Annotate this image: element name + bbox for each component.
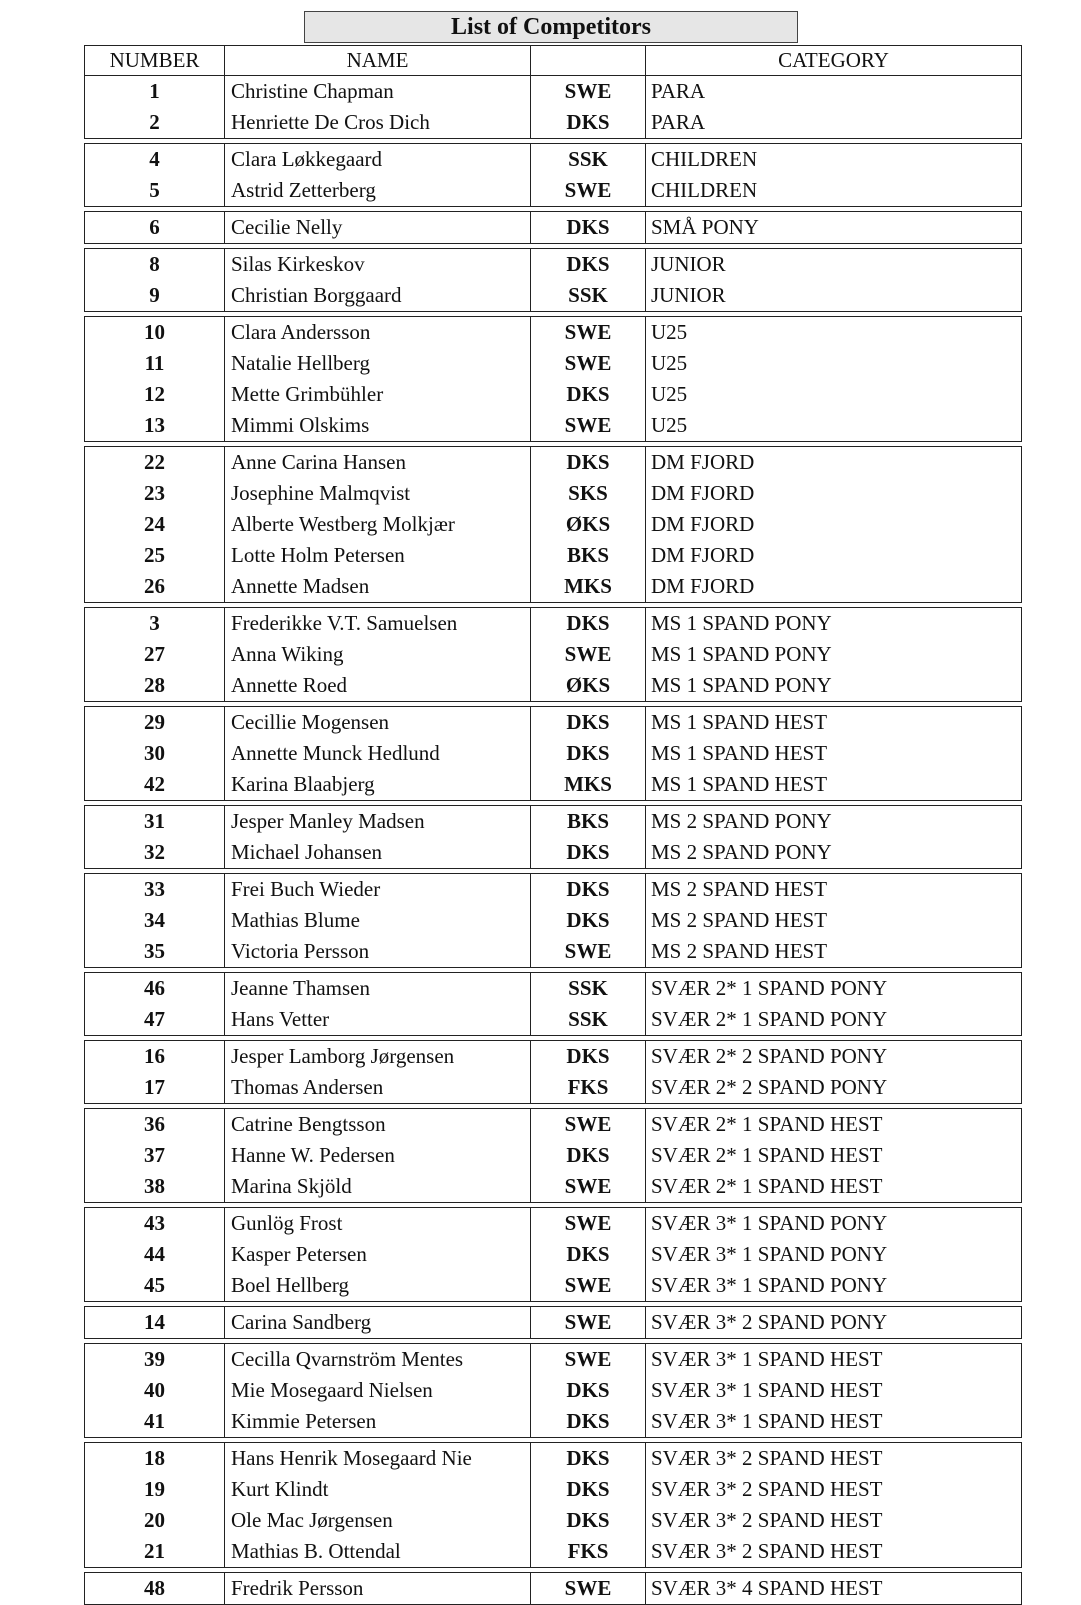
competitor-club: DKS (531, 107, 646, 138)
competitor-category: SVÆR 2* 1 SPAND HEST (651, 1143, 883, 1167)
competitor-category: SVÆR 2* 2 SPAND PONY (651, 1044, 888, 1068)
competitor-name: Cecilie Nelly (225, 212, 531, 243)
competitor-club: DKS (531, 874, 646, 905)
competitor-category: SVÆR 3* 4 SPAND HEST (651, 1576, 883, 1600)
competitor-number: 37 (85, 1140, 225, 1171)
table-row (85, 1344, 1021, 1375)
competitor-category: SVÆR 2* 1 SPAND PONY (651, 976, 888, 1000)
competitor-number: 12 (85, 379, 225, 410)
competitor-number: 16 (85, 1041, 225, 1072)
competitor-club: SWE (531, 1109, 646, 1140)
competitor-club: SWE (531, 410, 646, 441)
competitor-name: Frei Buch Wieder (225, 874, 531, 905)
category-group (84, 446, 1022, 603)
table-row (85, 410, 1021, 441)
table-row (85, 1208, 1021, 1239)
competitor-number: 23 (85, 478, 225, 509)
competitor-category: MS 2 SPAND PONY (651, 840, 832, 864)
category-group (84, 1572, 1022, 1605)
competitor-club: ØKS (531, 509, 646, 540)
competitor-category: SMÅ PONY (651, 215, 759, 239)
category-group (84, 1343, 1022, 1438)
category-group (84, 211, 1022, 244)
competitor-number: 27 (85, 639, 225, 670)
competitor-club: SWE (531, 76, 646, 107)
competitor-number: 11 (85, 348, 225, 379)
competitor-name: Josephine Malmqvist (225, 478, 531, 509)
category-group (84, 76, 1022, 139)
category-group (84, 248, 1022, 312)
competitor-name: Anna Wiking (225, 639, 531, 670)
competitor-club: SWE (531, 317, 646, 348)
table-row (85, 936, 1021, 967)
competitor-club: SWE (531, 936, 646, 967)
table-header (84, 45, 1022, 76)
table-row (85, 379, 1021, 410)
competitor-name: Ole Mac Jørgensen (225, 1505, 531, 1536)
competitor-name: Clara Løkkegaard (225, 144, 531, 175)
table-row (85, 1536, 1021, 1567)
competitor-club: SKS (531, 478, 646, 509)
table-row (85, 738, 1021, 769)
competitor-number: 21 (85, 1536, 225, 1567)
competitor-number: 28 (85, 670, 225, 701)
competitor-category: MS 2 SPAND PONY (651, 809, 832, 833)
category-group (84, 706, 1022, 801)
competitor-number: 1 (85, 76, 225, 107)
competitor-category: MS 1 SPAND PONY (651, 611, 832, 635)
competitor-club: DKS (531, 707, 646, 738)
competitor-category: MS 1 SPAND HEST (651, 710, 828, 734)
competitor-name: Anne Carina Hansen (225, 447, 531, 478)
competitor-name: Mimmi Olskims (225, 410, 531, 441)
competitor-category: SVÆR 3* 2 SPAND HEST (651, 1508, 883, 1532)
table-row (85, 973, 1021, 1004)
competitor-number: 8 (85, 249, 225, 280)
competitor-number: 4 (85, 144, 225, 175)
competitor-name: Kurt Klindt (225, 1474, 531, 1505)
competitor-name: Hans Vetter (225, 1004, 531, 1035)
competitor-category: DM FJORD (651, 543, 755, 567)
competitor-number: 20 (85, 1505, 225, 1536)
category-group (84, 805, 1022, 869)
competitor-name: Gunlög Frost (225, 1208, 531, 1239)
competitor-name: Cecillie Mogensen (225, 707, 531, 738)
competitor-club: FKS (531, 1072, 646, 1103)
competitor-category: MS 1 SPAND HEST (651, 772, 828, 796)
competitor-number: 3 (85, 608, 225, 639)
table-row (85, 540, 1021, 571)
table-row (85, 571, 1021, 602)
table-row (85, 707, 1021, 738)
competitor-name: Marina Skjöld (225, 1171, 531, 1202)
competitor-category: SVÆR 3* 1 SPAND PONY (651, 1242, 888, 1266)
table-row (85, 212, 1021, 243)
competitor-club: DKS (531, 1239, 646, 1270)
competitor-club: BKS (531, 540, 646, 571)
competitor-name: Annette Roed (225, 670, 531, 701)
competitor-club: DKS (531, 249, 646, 280)
competitor-category: JUNIOR (651, 283, 726, 307)
table-row (85, 280, 1021, 311)
competitor-category: MS 2 SPAND HEST (651, 939, 828, 963)
competitor-club: DKS (531, 837, 646, 868)
table-row (85, 1573, 1021, 1604)
competitor-number: 19 (85, 1474, 225, 1505)
competitor-name: Natalie Hellberg (225, 348, 531, 379)
competitor-category: CHILDREN (651, 178, 758, 202)
competitor-number: 25 (85, 540, 225, 571)
competitor-name: Christian Borggaard (225, 280, 531, 311)
competitor-number: 2 (85, 107, 225, 138)
competitor-club: SWE (531, 1208, 646, 1239)
competitor-name: Jesper Manley Madsen (225, 806, 531, 837)
competitor-category: U25 (651, 320, 688, 344)
competitor-name: Fredrik Persson (225, 1573, 531, 1604)
competitor-name: Mette Grimbühler (225, 379, 531, 410)
competitor-name: Michael Johansen (225, 837, 531, 868)
competitor-name: Mathias B. Ottendal (225, 1536, 531, 1567)
competitor-club: DKS (531, 212, 646, 243)
competitor-number: 47 (85, 1004, 225, 1035)
competitor-name: Carina Sandberg (225, 1307, 531, 1338)
competitor-club: SWE (531, 348, 646, 379)
competitor-club: SSK (531, 1004, 646, 1035)
competitor-category: U25 (651, 351, 688, 375)
table-row (85, 1406, 1021, 1437)
competitor-number: 40 (85, 1375, 225, 1406)
competitor-club: DKS (531, 379, 646, 410)
table-row (85, 1072, 1021, 1103)
table-row (85, 249, 1021, 280)
competitor-number: 48 (85, 1573, 225, 1604)
competitor-number: 29 (85, 707, 225, 738)
competitor-number: 34 (85, 905, 225, 936)
category-group (84, 316, 1022, 442)
table-row (85, 478, 1021, 509)
competitor-category: SVÆR 2* 1 SPAND PONY (651, 1007, 888, 1031)
competitor-name: Annette Madsen (225, 571, 531, 602)
competitor-category: SVÆR 3* 1 SPAND HEST (651, 1409, 883, 1433)
category-group (84, 1108, 1022, 1203)
table-row (85, 76, 1021, 107)
competitor-name: Victoria Persson (225, 936, 531, 967)
competitor-category: SVÆR 2* 2 SPAND PONY (651, 1075, 888, 1099)
competitor-number: 36 (85, 1109, 225, 1140)
competitor-club: SWE (531, 1307, 646, 1338)
competitor-category: DM FJORD (651, 574, 755, 598)
header-number: NUMBER (85, 46, 225, 75)
competitor-club: BKS (531, 806, 646, 837)
table-row (85, 1474, 1021, 1505)
category-group (84, 1306, 1022, 1339)
header-category: CATEGORY (778, 48, 889, 72)
competitor-number: 44 (85, 1239, 225, 1270)
table-row (85, 447, 1021, 478)
competitor-name: Jesper Lamborg Jørgensen (225, 1041, 531, 1072)
table-row (85, 317, 1021, 348)
category-group (84, 1207, 1022, 1302)
table-row (85, 608, 1021, 639)
competitor-category: SVÆR 3* 1 SPAND HEST (651, 1378, 883, 1402)
table-row (85, 905, 1021, 936)
competitor-club: DKS (531, 1406, 646, 1437)
category-group (84, 1442, 1022, 1568)
competitor-category: SVÆR 3* 2 SPAND HEST (651, 1477, 883, 1501)
competitor-category: MS 2 SPAND HEST (651, 908, 828, 932)
competitor-name: Lotte Holm Petersen (225, 540, 531, 571)
competitor-category: U25 (651, 382, 688, 406)
header-club (531, 46, 646, 75)
page-title: List of Competitors (304, 11, 798, 43)
competitor-name: Mathias Blume (225, 905, 531, 936)
competitor-number: 6 (85, 212, 225, 243)
competitor-category: U25 (651, 413, 688, 437)
competitor-name: Mie Mosegaard Nielsen (225, 1375, 531, 1406)
competitor-category: PARA (651, 110, 706, 134)
competitor-number: 10 (85, 317, 225, 348)
competitor-number: 17 (85, 1072, 225, 1103)
table-row (85, 806, 1021, 837)
competitor-category: PARA (651, 79, 706, 103)
competitor-number: 22 (85, 447, 225, 478)
table-row (85, 509, 1021, 540)
competitor-name: Henriette De Cros Dich (225, 107, 531, 138)
competitor-club: DKS (531, 1443, 646, 1474)
table-row (85, 1004, 1021, 1035)
competitor-category: SVÆR 2* 1 SPAND HEST (651, 1112, 883, 1136)
table-row (85, 1171, 1021, 1202)
competitor-name: Thomas Andersen (225, 1072, 531, 1103)
competitor-number: 45 (85, 1270, 225, 1301)
competitor-name: Cecilla Qvarnström Mentes (225, 1344, 531, 1375)
competitor-club: MKS (531, 571, 646, 602)
competitor-club: SSK (531, 280, 646, 311)
table-row (85, 1041, 1021, 1072)
competitor-name: Hanne W. Pedersen (225, 1140, 531, 1171)
competitor-name: Karina Blaabjerg (225, 769, 531, 800)
competitor-club: DKS (531, 1505, 646, 1536)
table-row (85, 1239, 1021, 1270)
competitor-club: DKS (531, 447, 646, 478)
competitor-category: DM FJORD (651, 512, 755, 536)
competitor-number: 32 (85, 837, 225, 868)
competitor-club: DKS (531, 905, 646, 936)
competitor-number: 42 (85, 769, 225, 800)
competitor-category: MS 1 SPAND PONY (651, 642, 832, 666)
competitor-club: SWE (531, 1270, 646, 1301)
table-row (85, 107, 1021, 138)
competitor-category: SVÆR 3* 1 SPAND PONY (651, 1273, 888, 1297)
table-row (85, 639, 1021, 670)
competitor-number: 35 (85, 936, 225, 967)
table-row (85, 874, 1021, 905)
competitor-club: SWE (531, 175, 646, 206)
competitor-number: 38 (85, 1171, 225, 1202)
competitor-number: 18 (85, 1443, 225, 1474)
table-row (85, 144, 1021, 175)
competitor-category: SVÆR 3* 1 SPAND HEST (651, 1347, 883, 1371)
competitor-number: 24 (85, 509, 225, 540)
competitor-name: Annette Munck Hedlund (225, 738, 531, 769)
competitor-club: DKS (531, 738, 646, 769)
competitor-number: 9 (85, 280, 225, 311)
table-row (85, 1505, 1021, 1536)
competitor-category: MS 1 SPAND HEST (651, 741, 828, 765)
competitor-name: Frederikke V.T. Samuelsen (225, 608, 531, 639)
competitor-category: MS 1 SPAND PONY (651, 673, 832, 697)
table-row (85, 1109, 1021, 1140)
competitor-category: DM FJORD (651, 481, 755, 505)
competitor-number: 26 (85, 571, 225, 602)
competitor-name: Catrine Bengtsson (225, 1109, 531, 1140)
competitor-number: 41 (85, 1406, 225, 1437)
competitor-club: DKS (531, 1474, 646, 1505)
competitor-name: Silas Kirkeskov (225, 249, 531, 280)
table-row (85, 1307, 1021, 1338)
competitor-category: SVÆR 3* 2 SPAND PONY (651, 1310, 888, 1334)
competitor-number: 5 (85, 175, 225, 206)
competitor-number: 43 (85, 1208, 225, 1239)
competitor-number: 31 (85, 806, 225, 837)
competitor-club: SWE (531, 1171, 646, 1202)
competitor-category: SVÆR 3* 1 SPAND PONY (651, 1211, 888, 1235)
competitor-category: DM FJORD (651, 450, 755, 474)
competitor-name: Christine Chapman (225, 76, 531, 107)
competitor-name: Boel Hellberg (225, 1270, 531, 1301)
category-group (84, 873, 1022, 968)
competitor-number: 33 (85, 874, 225, 905)
competitors-table (84, 45, 1022, 1605)
competitor-club: SSK (531, 973, 646, 1004)
competitor-category: MS 2 SPAND HEST (651, 877, 828, 901)
category-group (84, 607, 1022, 702)
competitor-category: SVÆR 3* 2 SPAND HEST (651, 1539, 883, 1563)
competitor-name: Kimmie Petersen (225, 1406, 531, 1437)
competitor-name: Astrid Zetterberg (225, 175, 531, 206)
competitor-number: 13 (85, 410, 225, 441)
competitor-club: DKS (531, 1375, 646, 1406)
table-row (85, 348, 1021, 379)
competitor-number: 30 (85, 738, 225, 769)
competitor-category: CHILDREN (651, 147, 758, 171)
competitor-club: MKS (531, 769, 646, 800)
competitor-club: SWE (531, 1573, 646, 1604)
competitor-name: Jeanne Thamsen (225, 973, 531, 1004)
table-row (85, 769, 1021, 800)
table-row (85, 175, 1021, 206)
competitor-name: Alberte Westberg Molkjær (225, 509, 531, 540)
competitor-club: SWE (531, 1344, 646, 1375)
competitor-club: FKS (531, 1536, 646, 1567)
table-row (85, 670, 1021, 701)
competitor-name: Hans Henrik Mosegaard Nie (225, 1443, 531, 1474)
competitor-category: JUNIOR (651, 252, 726, 276)
competitor-name: Clara Andersson (225, 317, 531, 348)
competitor-category: SVÆR 3* 2 SPAND HEST (651, 1446, 883, 1470)
category-group (84, 143, 1022, 207)
table-row (85, 1140, 1021, 1171)
category-group (84, 972, 1022, 1036)
competitor-number: 46 (85, 973, 225, 1004)
competitor-club: DKS (531, 608, 646, 639)
competitor-name: Kasper Petersen (225, 1239, 531, 1270)
category-group (84, 1040, 1022, 1104)
competitor-club: SSK (531, 144, 646, 175)
competitor-club: SWE (531, 639, 646, 670)
table-row (85, 837, 1021, 868)
competitor-club: ØKS (531, 670, 646, 701)
header-name: NAME (225, 46, 531, 75)
competitor-number: 14 (85, 1307, 225, 1338)
competitor-club: DKS (531, 1140, 646, 1171)
competitor-club: DKS (531, 1041, 646, 1072)
table-row (85, 1375, 1021, 1406)
competitor-category: SVÆR 2* 1 SPAND HEST (651, 1174, 883, 1198)
table-row (85, 1443, 1021, 1474)
competitor-number: 39 (85, 1344, 225, 1375)
table-row (85, 1270, 1021, 1301)
